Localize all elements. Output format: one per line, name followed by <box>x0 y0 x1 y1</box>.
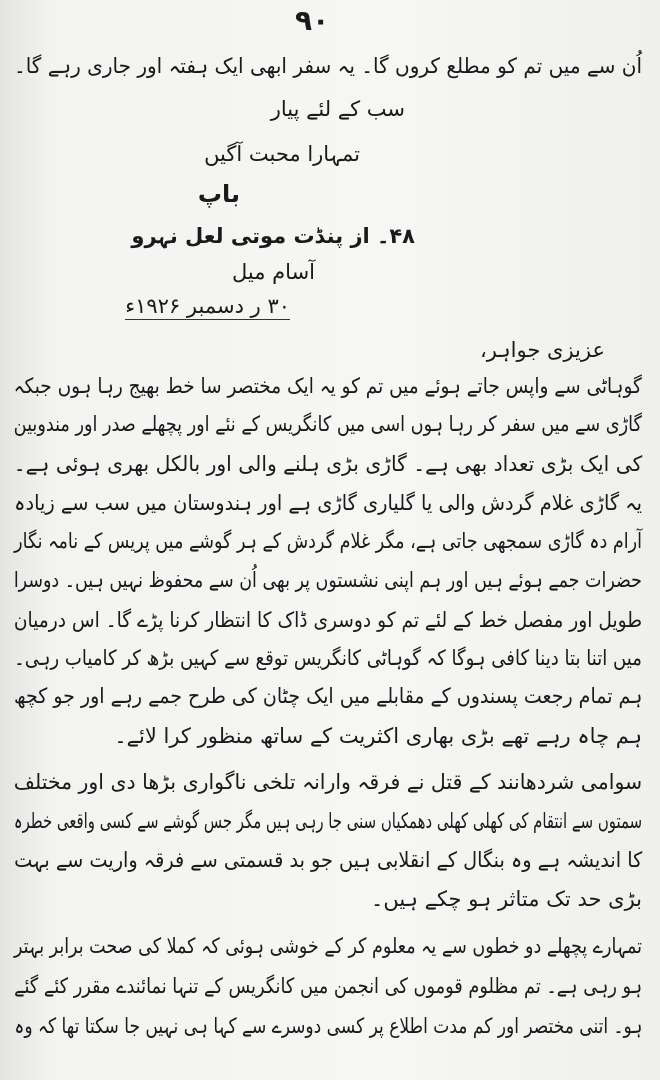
letter-date-text: ۳۰ ر دسمبر ۱۹۲۶ء <box>125 294 290 318</box>
body-line: سوامی شردھانند کے قتل نے فرقہ وارانہ تلخی ناگواری بڑھا دی اور مختلف <box>13 770 642 794</box>
closing-affection-line: تمہارا محبت آگیں <box>204 142 360 166</box>
body-line: کی ایک بڑی تعداد بھی ہے۔ گاڑی بڑی ہلنے والی اور بالکل بھری ہوئی ہے۔ <box>13 452 642 476</box>
body-line: حضرات جمے ہوئے ہیں اور ہم اپنی نشستوں پر بھی اُن سے محفوظ نہیں ہیں۔ دوسرا <box>13 568 642 592</box>
body-line: ہم تمام رجعت پسندوں کے مقابلے میں ایک چٹان کی طرح جمے رہے اور جو کچھ <box>13 684 642 708</box>
body-line: یہ گاڑی غلام گردش والی یا گلیاری گاڑی ہے اور ہندوستان میں سب سے زیادہ <box>14 491 642 515</box>
body-line: کا اندیشہ ہے وہ بنگال کے انقلابی ہیں جو بد قسمتی سے فرقہ واریت سے بہت <box>13 848 642 872</box>
body-line: سمتوں سے انتقام کی کھلی کھلی دھمکیاں سنی جا رہی ہیں مگر جس گوشے سے کسی واقعی خطرہ <box>13 809 642 833</box>
body-line: میں اتنا بتا دینا کافی ہوگا کہ گوہاٹی کانگریس توقع سے کہیں بڑھ کر کامیاب رہی۔ <box>14 646 642 670</box>
body-line: گاڑی سے میں سفر کر رہا ہوں اسی میں کانگریس کے نئے اور پچھلے صدر اور مندوبین <box>13 412 642 436</box>
body-line: ہو۔ اتنی مختصر اور کم مدت اطلاع پر کسی دوسرے سے کہا ہی نہیں جا سکتا تھا کہ وہ <box>14 1014 642 1038</box>
letter-place: آسام میل <box>232 260 315 284</box>
body-line: تمہارے پچھلے دو خطوں سے یہ معلوم کر کے خوشی ہوئی کہ کملا کی صحت برابر بہتر <box>13 934 642 958</box>
letter-heading: ۴۸۔ از پنڈت موتی لعل نہرو <box>131 224 415 248</box>
body-line: ہم چاہ رہے تھے بڑی بھاری اکثریت کے ساتھ منظور کرا لائے۔ <box>114 724 642 748</box>
body-line: گوہاٹی سے واپس جاتے ہوئے میں تم کو یہ ایک مختصر سا خط بھیج رہا ہوں جبکہ <box>13 374 642 398</box>
letter-date <box>125 292 290 321</box>
body-line: طویل اور مفصل خط کے لئے تم کو دوسری ڈاک کا انتظار کرنا پڑے گا۔ اس درمیان <box>13 608 642 632</box>
body-line: ہو رہی ہے۔ تم مظلوم قوموں کی انجمن میں کانگریس کے تنہا نمائندے مقرر کئے گئے <box>13 974 642 998</box>
body-line: بڑی حد تک متاثر ہو چکے ہیں۔ <box>371 887 642 911</box>
closing-signature: باپ <box>197 180 240 208</box>
body-line: آرام دہ گاڑی سمجھی جاتی ہے، مگر غلام گردش کے ہر گوشے میں پریس کے نامہ نگار <box>14 529 642 553</box>
closing-love-line: سب کے لئے پیار <box>270 97 405 121</box>
page-number: ۹۰ <box>295 4 330 37</box>
letter-salutation: عزیزی جواہر، <box>480 338 605 362</box>
closing-text-line: اُن سے میں تم کو مطلع کروں گا۔ یہ سفر ابھی ایک ہفتہ اور جاری رہے گا۔ <box>13 54 642 78</box>
